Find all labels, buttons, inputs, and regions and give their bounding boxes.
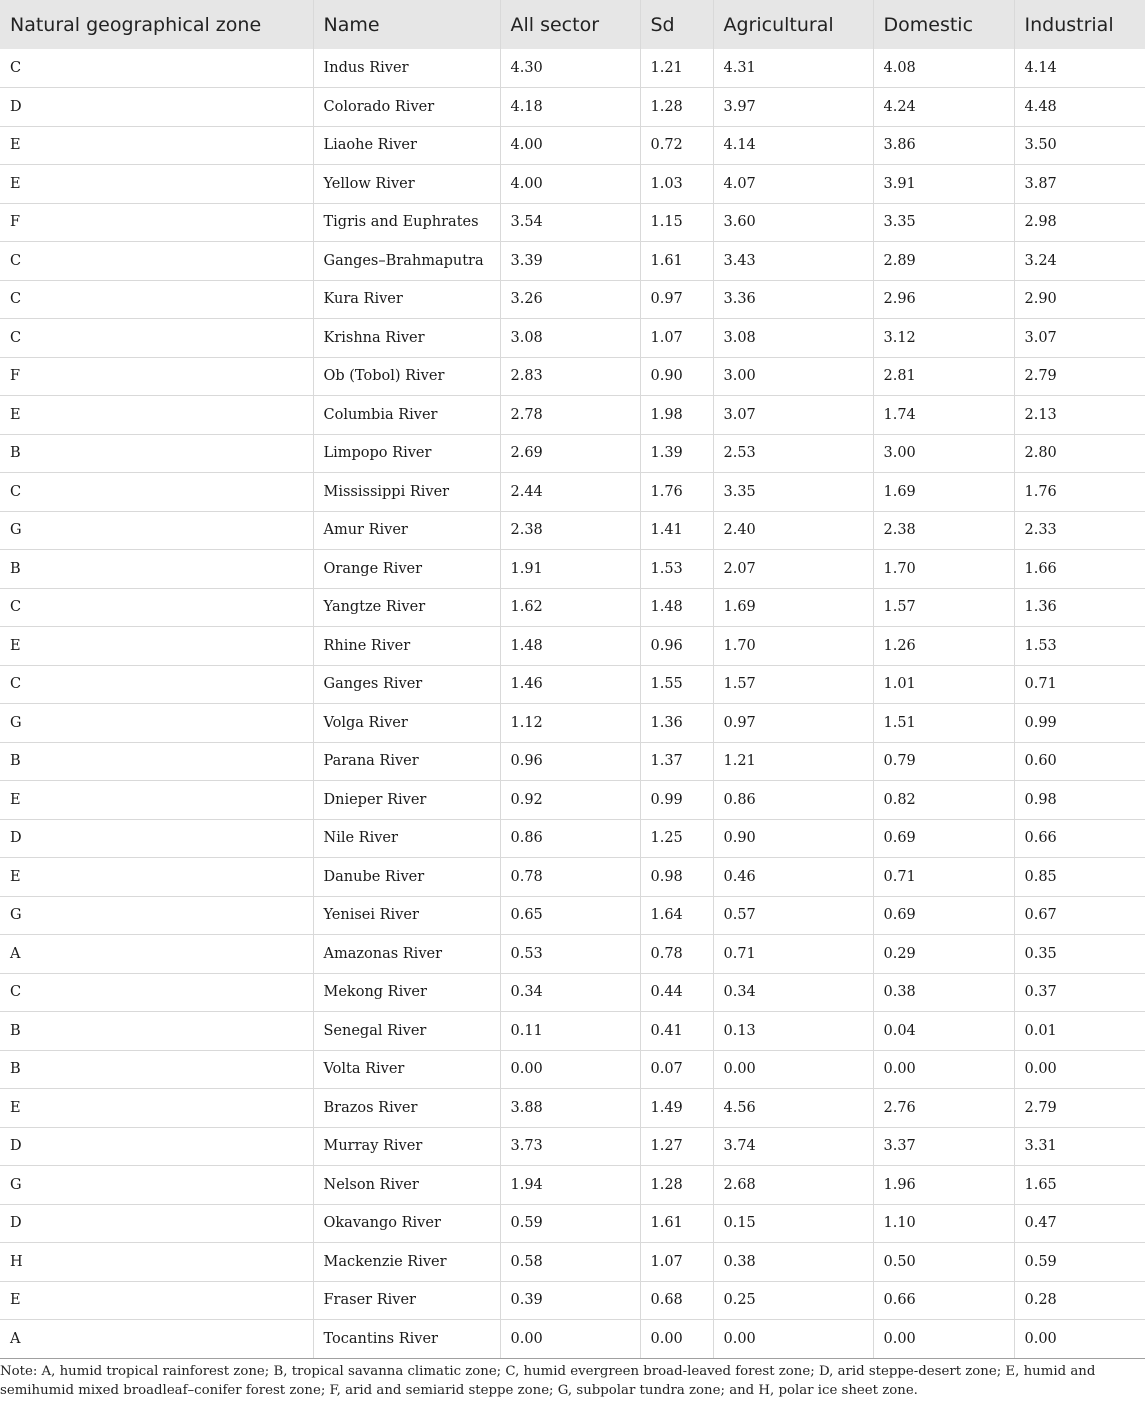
table-row	[0, 819, 1145, 858]
table-row	[0, 1127, 1145, 1166]
zone-cell: B	[0, 434, 313, 473]
industrial-cell: 0.28	[1014, 1281, 1145, 1320]
agricultural-cell: 4.31	[713, 49, 873, 88]
domestic-cell: 3.86	[873, 126, 1014, 165]
name-cell: Tocantins River	[313, 1320, 500, 1359]
sd-cell: 1.28	[640, 88, 713, 127]
domestic-cell: 1.01	[873, 665, 1014, 704]
agricultural-cell: 2.40	[713, 511, 873, 550]
sd-cell: 0.00	[640, 1320, 713, 1359]
industrial-cell: 0.67	[1014, 896, 1145, 935]
all-sector-cell: 1.46	[500, 665, 640, 704]
industrial-cell: 2.13	[1014, 396, 1145, 435]
domestic-cell: 0.71	[873, 858, 1014, 897]
name-cell: Krishna River	[313, 319, 500, 358]
agricultural-cell: 0.13	[713, 1012, 873, 1051]
table-row	[0, 1281, 1145, 1320]
domestic-cell: 3.12	[873, 319, 1014, 358]
industrial-cell: 0.00	[1014, 1050, 1145, 1089]
agricultural-cell: 0.25	[713, 1281, 873, 1320]
industrial-cell: 2.79	[1014, 1089, 1145, 1128]
zone-cell: E	[0, 1089, 313, 1128]
industrial-cell: 3.07	[1014, 319, 1145, 358]
agricultural-cell: 0.34	[713, 973, 873, 1012]
industrial-cell: 0.59	[1014, 1243, 1145, 1282]
sd-cell: 1.48	[640, 588, 713, 627]
domestic-cell: 1.69	[873, 473, 1014, 512]
all-sector-cell: 0.92	[500, 781, 640, 820]
domestic-cell: 2.96	[873, 280, 1014, 319]
sd-cell: 0.72	[640, 126, 713, 165]
all-sector-cell: 0.00	[500, 1050, 640, 1089]
domestic-cell: 3.35	[873, 203, 1014, 242]
sd-cell: 0.97	[640, 280, 713, 319]
name-cell: Yangtze River	[313, 588, 500, 627]
agricultural-cell: 3.35	[713, 473, 873, 512]
name-cell: Amazonas River	[313, 935, 500, 974]
zone-cell: B	[0, 1012, 313, 1051]
industrial-cell: 2.33	[1014, 511, 1145, 550]
agricultural-cell: 0.00	[713, 1320, 873, 1359]
name-cell: Fraser River	[313, 1281, 500, 1320]
agricultural-cell: 3.00	[713, 357, 873, 396]
industrial-cell: 1.65	[1014, 1166, 1145, 1205]
name-cell: Brazos River	[313, 1089, 500, 1128]
table-row	[0, 434, 1145, 473]
table-row	[0, 896, 1145, 935]
industrial-cell: 0.35	[1014, 935, 1145, 974]
table-row	[0, 665, 1145, 704]
zone-cell: D	[0, 1127, 313, 1166]
zone-cell: F	[0, 357, 313, 396]
table-header	[0, 0, 1145, 49]
all-sector-cell: 1.94	[500, 1166, 640, 1205]
all-sector-cell: 3.73	[500, 1127, 640, 1166]
header-row	[0, 0, 1145, 49]
industrial-cell: 1.66	[1014, 550, 1145, 589]
name-cell: Volta River	[313, 1050, 500, 1089]
name-cell: Okavango River	[313, 1204, 500, 1243]
sd-cell: 1.36	[640, 704, 713, 743]
name-cell: Ganges–Brahmaputra	[313, 242, 500, 281]
name-cell: Mississippi River	[313, 473, 500, 512]
sd-cell: 1.28	[640, 1166, 713, 1205]
domestic-cell: 4.24	[873, 88, 1014, 127]
table-row	[0, 165, 1145, 204]
name-cell: Nile River	[313, 819, 500, 858]
agricultural-cell: 3.08	[713, 319, 873, 358]
agricultural-cell: 0.15	[713, 1204, 873, 1243]
domestic-cell: 1.57	[873, 588, 1014, 627]
domestic-cell: 2.89	[873, 242, 1014, 281]
header-name: Name	[313, 0, 500, 49]
sd-cell: 0.07	[640, 1050, 713, 1089]
all-sector-cell: 2.44	[500, 473, 640, 512]
domestic-cell: 1.51	[873, 704, 1014, 743]
sd-cell: 1.98	[640, 396, 713, 435]
name-cell: Indus River	[313, 49, 500, 88]
domestic-cell: 1.26	[873, 627, 1014, 666]
table-row	[0, 396, 1145, 435]
all-sector-cell: 0.78	[500, 858, 640, 897]
table-row	[0, 858, 1145, 897]
industrial-cell: 2.79	[1014, 357, 1145, 396]
name-cell: Ob (Tobol) River	[313, 357, 500, 396]
name-cell: Kura River	[313, 280, 500, 319]
name-cell: Tigris and Euphrates	[313, 203, 500, 242]
all-sector-cell: 0.58	[500, 1243, 640, 1282]
sd-cell: 1.64	[640, 896, 713, 935]
agricultural-cell: 0.97	[713, 704, 873, 743]
industrial-cell: 1.36	[1014, 588, 1145, 627]
name-cell: Nelson River	[313, 1166, 500, 1205]
all-sector-cell: 3.54	[500, 203, 640, 242]
all-sector-cell: 3.88	[500, 1089, 640, 1128]
industrial-cell: 2.80	[1014, 434, 1145, 473]
all-sector-cell: 0.65	[500, 896, 640, 935]
zone-cell: A	[0, 1320, 313, 1359]
zone-cell: B	[0, 1050, 313, 1089]
sd-cell: 0.78	[640, 935, 713, 974]
table-row	[0, 781, 1145, 820]
domestic-cell: 0.00	[873, 1320, 1014, 1359]
sd-cell: 1.15	[640, 203, 713, 242]
zone-cell: B	[0, 742, 313, 781]
agricultural-cell: 1.70	[713, 627, 873, 666]
domestic-cell: 3.00	[873, 434, 1014, 473]
zone-cell: E	[0, 126, 313, 165]
sd-cell: 0.98	[640, 858, 713, 897]
sd-cell: 0.41	[640, 1012, 713, 1051]
table-row	[0, 550, 1145, 589]
sd-cell: 1.61	[640, 1204, 713, 1243]
domestic-cell: 0.38	[873, 973, 1014, 1012]
domestic-cell: 0.00	[873, 1050, 1014, 1089]
table-row	[0, 319, 1145, 358]
zone-cell: E	[0, 858, 313, 897]
all-sector-cell: 0.00	[500, 1320, 640, 1359]
sd-cell: 1.27	[640, 1127, 713, 1166]
name-cell: Senegal River	[313, 1012, 500, 1051]
table-row	[0, 357, 1145, 396]
sd-cell: 1.37	[640, 742, 713, 781]
agricultural-cell: 3.43	[713, 242, 873, 281]
all-sector-cell: 0.86	[500, 819, 640, 858]
header-domestic: Domestic	[873, 0, 1014, 49]
agricultural-cell: 0.38	[713, 1243, 873, 1282]
table-row	[0, 473, 1145, 512]
sd-cell: 0.44	[640, 973, 713, 1012]
table-row	[0, 49, 1145, 88]
sd-cell: 1.55	[640, 665, 713, 704]
sd-cell: 1.53	[640, 550, 713, 589]
all-sector-cell: 1.91	[500, 550, 640, 589]
domestic-cell: 0.69	[873, 819, 1014, 858]
table-row	[0, 88, 1145, 127]
table-row	[0, 280, 1145, 319]
agricultural-cell: 3.07	[713, 396, 873, 435]
agricultural-cell: 0.90	[713, 819, 873, 858]
zone-cell: C	[0, 319, 313, 358]
domestic-cell: 0.66	[873, 1281, 1014, 1320]
table-row	[0, 588, 1145, 627]
sd-cell: 1.39	[640, 434, 713, 473]
domestic-cell: 3.37	[873, 1127, 1014, 1166]
name-cell: Yellow River	[313, 165, 500, 204]
domestic-cell: 2.76	[873, 1089, 1014, 1128]
zone-cell: A	[0, 935, 313, 974]
all-sector-cell: 0.96	[500, 742, 640, 781]
table-row	[0, 704, 1145, 743]
sd-cell: 1.21	[640, 49, 713, 88]
sd-cell: 1.61	[640, 242, 713, 281]
industrial-cell: 0.98	[1014, 781, 1145, 820]
domestic-cell: 1.74	[873, 396, 1014, 435]
all-sector-cell: 2.78	[500, 396, 640, 435]
table-row	[0, 1204, 1145, 1243]
zone-cell: C	[0, 280, 313, 319]
header-zone: Natural geographical zone	[10, 13, 262, 36]
name-cell: Columbia River	[313, 396, 500, 435]
zone-cell: E	[0, 627, 313, 666]
agricultural-cell: 1.57	[713, 665, 873, 704]
industrial-cell: 0.01	[1014, 1012, 1145, 1051]
name-cell: Danube River	[313, 858, 500, 897]
name-cell: Mackenzie River	[313, 1243, 500, 1282]
zone-cell: C	[0, 588, 313, 627]
agricultural-cell: 0.57	[713, 896, 873, 935]
domestic-cell: 0.69	[873, 896, 1014, 935]
all-sector-cell: 0.11	[500, 1012, 640, 1051]
all-sector-cell: 0.53	[500, 935, 640, 974]
agricultural-cell: 0.00	[713, 1050, 873, 1089]
agricultural-cell: 2.07	[713, 550, 873, 589]
name-cell: Amur River	[313, 511, 500, 550]
agricultural-cell: 0.71	[713, 935, 873, 974]
zone-cell: C	[0, 242, 313, 281]
zone-cell: C	[0, 473, 313, 512]
industrial-cell: 0.60	[1014, 742, 1145, 781]
zone-cell: E	[0, 165, 313, 204]
industrial-cell: 0.66	[1014, 819, 1145, 858]
all-sector-cell: 4.18	[500, 88, 640, 127]
sd-cell: 1.76	[640, 473, 713, 512]
industrial-cell: 3.50	[1014, 126, 1145, 165]
industrial-cell: 2.90	[1014, 280, 1145, 319]
sd-cell: 1.41	[640, 511, 713, 550]
sd-cell: 1.25	[640, 819, 713, 858]
name-cell: Limpopo River	[313, 434, 500, 473]
zone-cell: E	[0, 1281, 313, 1320]
agricultural-cell: 4.07	[713, 165, 873, 204]
agricultural-cell: 4.14	[713, 126, 873, 165]
domestic-cell: 2.81	[873, 357, 1014, 396]
zone-cell: D	[0, 88, 313, 127]
zone-cell: D	[0, 1204, 313, 1243]
agricultural-cell: 0.46	[713, 858, 873, 897]
all-sector-cell: 3.08	[500, 319, 640, 358]
all-sector-cell: 0.39	[500, 1281, 640, 1320]
table-note: Note: A, humid tropical rainforest zone; B, tropical savanna climatic zone; C, humid evergreen broad-leaved forest zone; D, arid steppe-desert zone; E, humid and semihumid mixed broadleaf–conifer forest zone; F, arid and semiarid steppe zone; G, subpolar tundra zone; and H, polar ice sheet zone.	[0, 1364, 1096, 1398]
name-cell: Orange River	[313, 550, 500, 589]
name-cell: Mekong River	[313, 973, 500, 1012]
agricultural-cell: 3.60	[713, 203, 873, 242]
all-sector-cell: 2.38	[500, 511, 640, 550]
all-sector-cell: 4.00	[500, 126, 640, 165]
zone-cell: C	[0, 665, 313, 704]
all-sector-cell: 4.00	[500, 165, 640, 204]
zone-cell: D	[0, 819, 313, 858]
name-cell: Rhine River	[313, 627, 500, 666]
zone-cell: G	[0, 1166, 313, 1205]
all-sector-cell: 3.26	[500, 280, 640, 319]
domestic-cell: 0.04	[873, 1012, 1014, 1051]
industrial-cell: 1.53	[1014, 627, 1145, 666]
table-row	[0, 1012, 1145, 1051]
all-sector-cell: 0.34	[500, 973, 640, 1012]
agricultural-cell: 3.74	[713, 1127, 873, 1166]
table-row	[0, 203, 1145, 242]
domestic-cell: 0.29	[873, 935, 1014, 974]
domestic-cell: 4.08	[873, 49, 1014, 88]
industrial-cell: 1.76	[1014, 473, 1145, 512]
agricultural-cell: 1.69	[713, 588, 873, 627]
domestic-cell: 1.96	[873, 1166, 1014, 1205]
sd-cell: 0.90	[640, 357, 713, 396]
table-row	[0, 126, 1145, 165]
domestic-cell: 0.82	[873, 781, 1014, 820]
table-row	[0, 1166, 1145, 1205]
agricultural-cell: 2.53	[713, 434, 873, 473]
name-cell: Yenisei River	[313, 896, 500, 935]
industrial-cell: 3.87	[1014, 165, 1145, 204]
header-all-sector: All sector	[500, 0, 640, 49]
all-sector-cell: 1.48	[500, 627, 640, 666]
name-cell: Murray River	[313, 1127, 500, 1166]
table-row	[0, 1243, 1145, 1282]
zone-cell: H	[0, 1243, 313, 1282]
domestic-cell: 1.10	[873, 1204, 1014, 1243]
table-row	[0, 1320, 1145, 1359]
sd-cell: 0.96	[640, 627, 713, 666]
table-row	[0, 242, 1145, 281]
table-row	[0, 1089, 1145, 1128]
header-industrial: Industrial	[1014, 0, 1145, 49]
industrial-cell: 0.37	[1014, 973, 1145, 1012]
all-sector-cell: 0.59	[500, 1204, 640, 1243]
industrial-cell: 3.31	[1014, 1127, 1145, 1166]
table-row	[0, 973, 1145, 1012]
zone-cell: C	[0, 49, 313, 88]
zone-cell: G	[0, 704, 313, 743]
table-row	[0, 935, 1145, 974]
all-sector-cell: 2.83	[500, 357, 640, 396]
header-agricultural: Agricultural	[713, 0, 873, 49]
domestic-cell: 0.79	[873, 742, 1014, 781]
sd-cell: 1.49	[640, 1089, 713, 1128]
all-sector-cell: 4.30	[500, 49, 640, 88]
industrial-cell: 0.85	[1014, 858, 1145, 897]
zone-cell: C	[0, 973, 313, 1012]
table-row	[0, 742, 1145, 781]
name-cell: Ganges River	[313, 665, 500, 704]
agricultural-cell: 1.21	[713, 742, 873, 781]
name-cell: Colorado River	[313, 88, 500, 127]
industrial-cell: 2.98	[1014, 203, 1145, 242]
all-sector-cell: 3.39	[500, 242, 640, 281]
zone-cell: F	[0, 203, 313, 242]
table-row	[0, 511, 1145, 550]
industrial-cell: 0.00	[1014, 1320, 1145, 1359]
name-cell: Liaohe River	[313, 126, 500, 165]
sd-cell: 1.07	[640, 319, 713, 358]
industrial-cell: 0.47	[1014, 1204, 1145, 1243]
sd-cell: 1.03	[640, 165, 713, 204]
industrial-cell: 4.48	[1014, 88, 1145, 127]
table-row	[0, 1050, 1145, 1089]
zone-cell: E	[0, 781, 313, 820]
industrial-cell: 0.99	[1014, 704, 1145, 743]
agricultural-cell: 2.68	[713, 1166, 873, 1205]
name-cell: Volga River	[313, 704, 500, 743]
all-sector-cell: 2.69	[500, 434, 640, 473]
table-body	[0, 49, 1145, 1358]
zone-cell: G	[0, 511, 313, 550]
domestic-cell: 3.91	[873, 165, 1014, 204]
zone-cell: B	[0, 550, 313, 589]
agricultural-cell: 0.86	[713, 781, 873, 820]
agricultural-cell: 4.56	[713, 1089, 873, 1128]
domestic-cell: 1.70	[873, 550, 1014, 589]
header-sd: Sd	[640, 0, 713, 49]
industrial-cell: 3.24	[1014, 242, 1145, 281]
all-sector-cell: 1.62	[500, 588, 640, 627]
name-cell: Dnieper River	[313, 781, 500, 820]
zone-cell: E	[0, 396, 313, 435]
sd-cell: 1.07	[640, 1243, 713, 1282]
agricultural-cell: 3.36	[713, 280, 873, 319]
industrial-cell: 4.14	[1014, 49, 1145, 88]
zone-cell: G	[0, 896, 313, 935]
sd-cell: 0.99	[640, 781, 713, 820]
name-cell: Parana River	[313, 742, 500, 781]
industrial-cell: 0.71	[1014, 665, 1145, 704]
agricultural-cell: 3.97	[713, 88, 873, 127]
domestic-cell: 2.38	[873, 511, 1014, 550]
sd-cell: 0.68	[640, 1281, 713, 1320]
domestic-cell: 0.50	[873, 1243, 1014, 1282]
all-sector-cell: 1.12	[500, 704, 640, 743]
table-row	[0, 627, 1145, 666]
